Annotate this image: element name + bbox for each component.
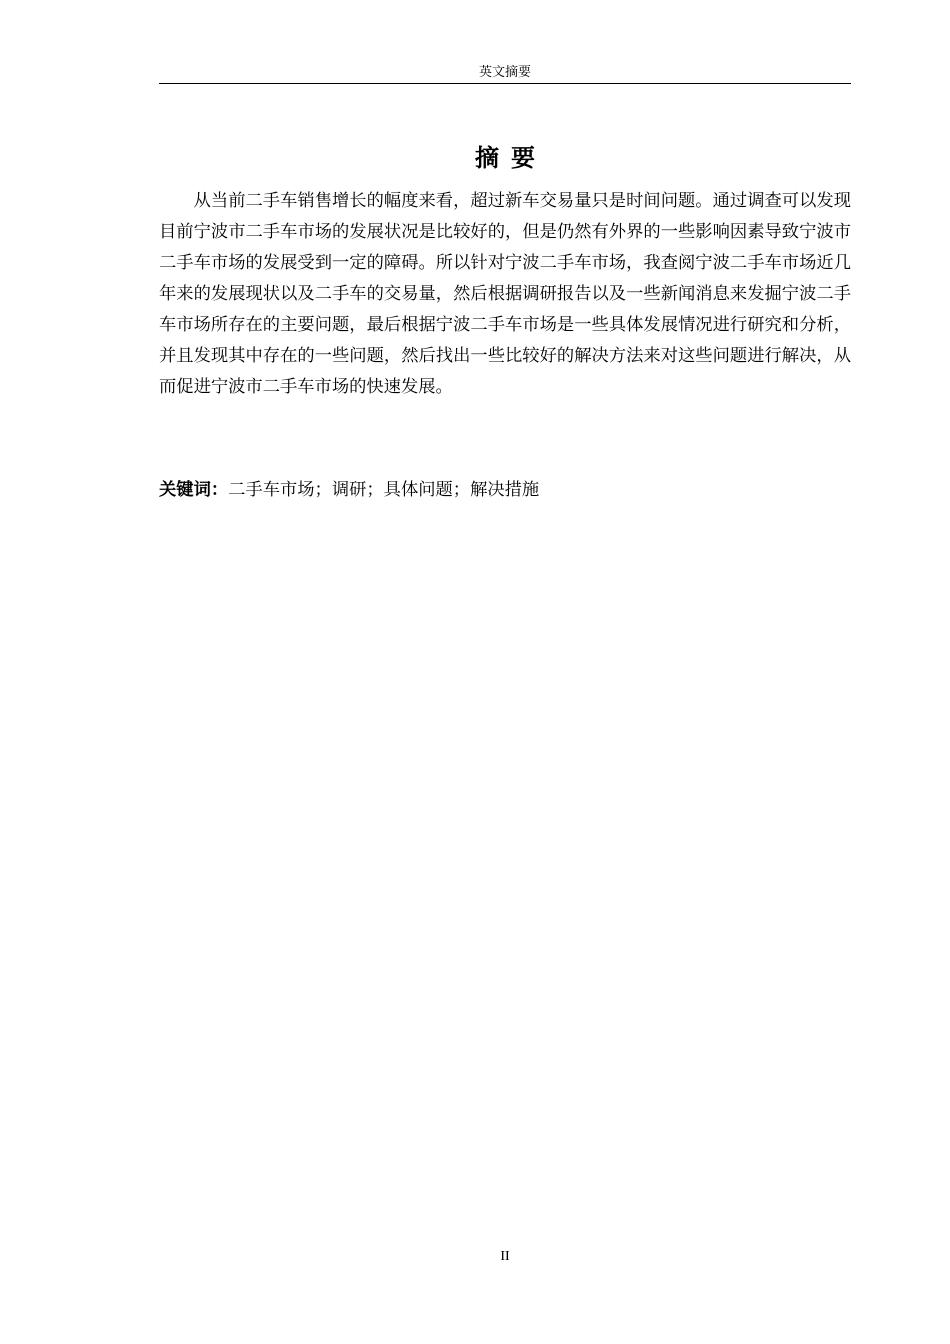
keywords-value: 二手车市场；调研；具体问题；解决措施: [228, 480, 540, 500]
running-header: 英文摘要: [478, 65, 531, 80]
keywords-line: [159, 475, 851, 506]
page-number: II: [500, 1249, 510, 1264]
keywords-label: 关键词：: [159, 480, 229, 500]
page-title: 摘要: [475, 144, 547, 172]
abstract-body: 从当前二手车销售增长的幅度来看，超过新车交易量只是时间问题。通过调查可以发现目前宁波市二手车市场的发展状况是比较好的，但是仍然有外界的一些影响因素导致宁波市二手车市场的发展受到一定的障碍。所以针对宁波二手车市场，我查阅宁波二手车市场近几年来的发展现状以及二手车的交易量，然后根据调研报告以及一些新闻消息来发掘宁波二手车市场所存在的主要问题，最后根据宁波二手车市场是一些具体发展情况进行研究和分析，并且发现其中存在的一些问题，然后找出一些比较好的解决方法来对这些问题进行解决，从而促进宁波市二手车市场的快速发展。: [159, 191, 851, 397]
header-divider: [159, 83, 851, 84]
